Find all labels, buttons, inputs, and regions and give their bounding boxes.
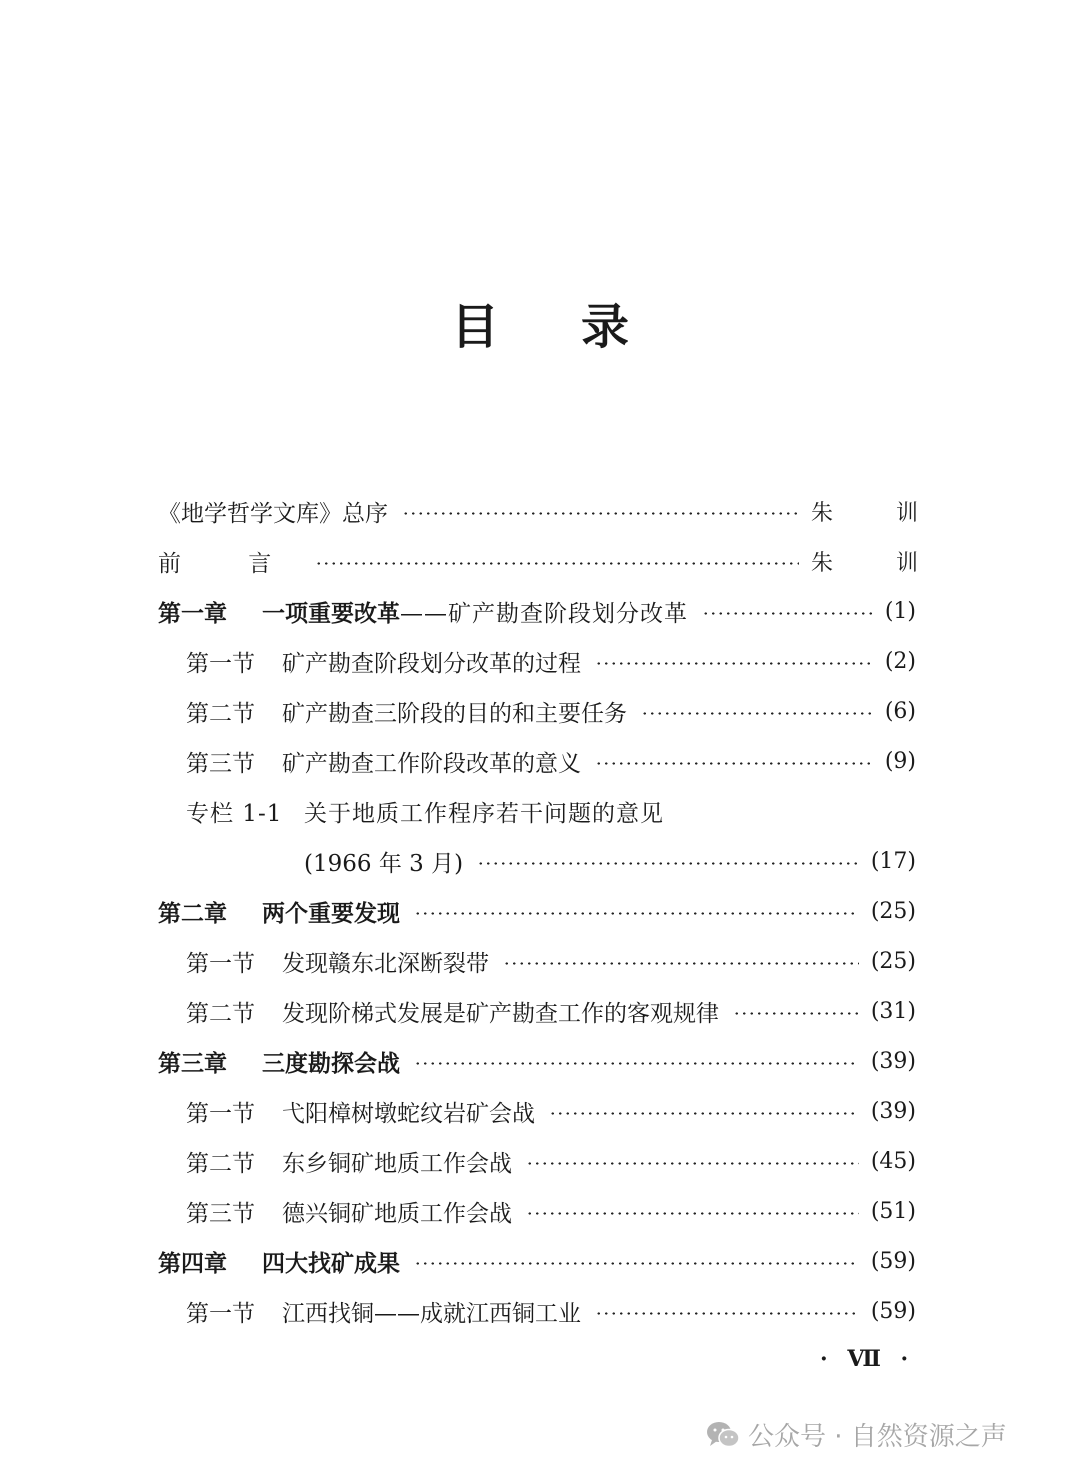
leader-dots — [595, 662, 873, 665]
section-title: 发现赣东北深断裂带 — [282, 950, 489, 977]
toc-column-1-1[interactable] — [0, 786, 1080, 836]
toc-page-number: (31) — [870, 998, 916, 1024]
chapter-title: 两个重要发现 — [262, 899, 400, 927]
section-title: 弋阳樟树墩蛇纹岩矿会战 — [282, 1100, 535, 1127]
toc-section-3-1[interactable] — [0, 1086, 1080, 1136]
leader-dots — [414, 1062, 859, 1065]
section-number: 第三节 — [186, 1200, 255, 1227]
toc-section-2-2[interactable] — [0, 986, 1080, 1036]
leader-dots — [402, 512, 799, 515]
toc-column-1-1-date[interactable] — [0, 836, 1080, 886]
toc-page-number: (59) — [870, 1248, 916, 1274]
toc-section-4-1[interactable] — [0, 1286, 1080, 1336]
leader-dots — [595, 1312, 859, 1315]
section-number: 第二节 — [186, 700, 255, 727]
toc-page-number: (51) — [870, 1198, 916, 1224]
toc-page-number: (45) — [870, 1148, 916, 1174]
toc-entry-label: 《地学哲学文库》总序 — [158, 500, 388, 527]
section-number: 第一节 — [186, 950, 255, 977]
toc-section-3-2[interactable] — [0, 1136, 1080, 1186]
chapter-number: 第三章 — [158, 1049, 227, 1077]
chapter-title: 一项重要改革 — [262, 599, 400, 627]
column-title: 关于地质工作程序若干问题的意见 — [304, 800, 664, 827]
watermark-text: 公众号 · 自然资源之声 — [748, 1422, 1007, 1452]
section-title: 矿产勘查阶段划分改革的过程 — [282, 650, 581, 677]
section-number: 第三节 — [186, 750, 255, 777]
section-title: 东乡铜矿地质工作会战 — [282, 1150, 512, 1177]
leader-dots — [315, 562, 799, 565]
toc-section-1-2[interactable] — [0, 686, 1080, 736]
toc-section-1-1[interactable] — [0, 636, 1080, 686]
toc-page-number: (25) — [870, 948, 916, 974]
toc-page-number: (39) — [870, 1048, 916, 1074]
toc-page-number: (6) — [884, 698, 916, 724]
toc-page-number: (2) — [884, 648, 916, 674]
toc-page-number: (17) — [870, 848, 916, 874]
watermark — [706, 1416, 1007, 1453]
wechat-icon — [706, 1420, 740, 1450]
leader-dots — [526, 1162, 859, 1165]
title-char-1: 目 — [450, 299, 499, 355]
leader-dots — [477, 862, 859, 865]
section-number: 第二节 — [186, 1000, 255, 1027]
leader-dots — [414, 1262, 859, 1265]
section-number: 第一节 — [186, 650, 255, 677]
leader-dots — [526, 1212, 859, 1215]
toc-page-number: (39) — [870, 1098, 916, 1124]
section-title: 德兴铜矿地质工作会战 — [282, 1200, 512, 1227]
page-title — [0, 288, 1080, 357]
toc-section-1-3[interactable] — [0, 736, 1080, 786]
toc-page-number: (1) — [884, 598, 916, 624]
chapter-number: 第二章 — [158, 899, 227, 927]
chapter-number: 第一章 — [158, 599, 227, 627]
toc-entry-preface-series[interactable] — [0, 486, 1080, 536]
column-date: (1966 年 3 月) — [304, 850, 464, 877]
toc-chapter-4[interactable] — [0, 1236, 1080, 1286]
column-number: 专栏 1-1 — [186, 800, 283, 827]
toc-entry-author: 朱 训 — [811, 550, 946, 576]
chapter-title: 三度勘探会战 — [262, 1049, 400, 1077]
toc-chapter-1[interactable] — [0, 586, 1080, 636]
section-title: 江西找铜——成就江西铜工业 — [282, 1300, 581, 1327]
toc-chapter-3[interactable] — [0, 1036, 1080, 1086]
section-title: 矿产勘查三阶段的目的和主要任务 — [282, 700, 627, 727]
leader-dots — [503, 962, 859, 965]
chapter-subtitle: ——矿产勘查阶段划分改革 — [400, 600, 688, 627]
chapter-title: 四大找矿成果 — [262, 1249, 400, 1277]
leader-dots — [733, 1012, 859, 1015]
toc-entry-author: 朱 训 — [811, 500, 946, 526]
section-number: 第一节 — [186, 1300, 255, 1327]
section-title: 发现阶梯式发展是矿产勘查工作的客观规律 — [282, 1000, 719, 1027]
leader-dots — [414, 912, 859, 915]
toc-page-number: (25) — [870, 898, 916, 924]
toc-page-number: (59) — [870, 1298, 916, 1324]
toc-entry-foreword[interactable] — [0, 536, 1080, 586]
toc-page-number: (9) — [884, 748, 916, 774]
section-title: 矿产勘查工作阶段改革的意义 — [282, 750, 581, 777]
toc-entry-label: 前 言 — [158, 550, 302, 577]
leader-dots — [549, 1112, 859, 1115]
section-number: 第二节 — [186, 1150, 255, 1177]
leader-dots — [702, 612, 873, 615]
toc-section-3-3[interactable] — [0, 1186, 1080, 1236]
leader-dots — [595, 762, 873, 765]
title-char-2: 录 — [581, 299, 630, 355]
toc-chapter-2[interactable] — [0, 886, 1080, 936]
chapter-number: 第四章 — [158, 1249, 227, 1277]
page-number: · Ⅶ · — [820, 1346, 915, 1372]
section-number: 第一节 — [186, 1100, 255, 1127]
leader-dots — [641, 712, 873, 715]
toc-section-2-1[interactable] — [0, 936, 1080, 986]
